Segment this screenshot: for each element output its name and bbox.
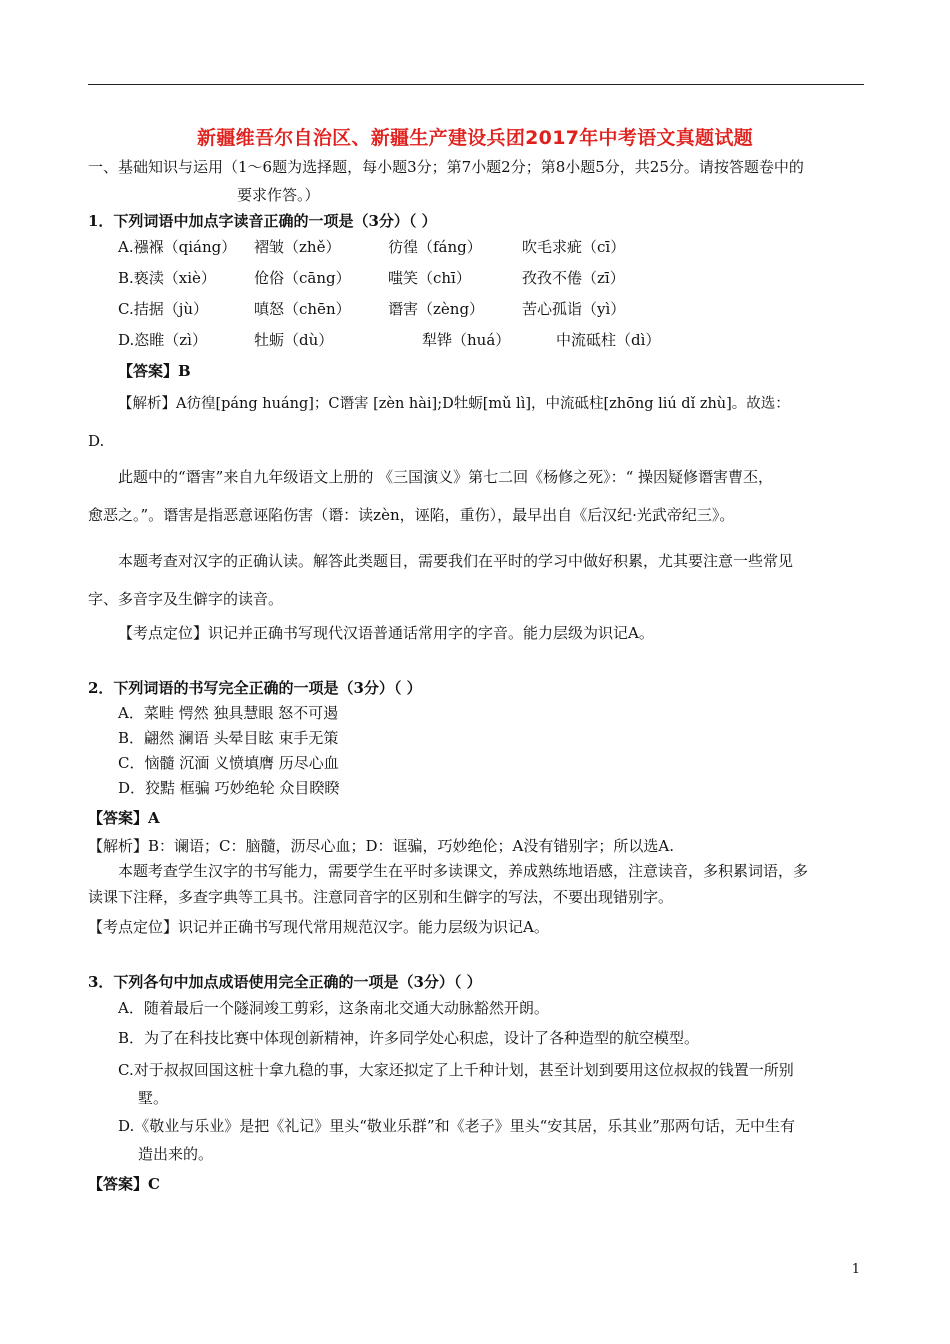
q3-option-c-cont: 墅。 (138, 1089, 169, 1107)
header-rule (88, 84, 864, 85)
q3-answer: 【答案】C (88, 1175, 160, 1193)
q1-option-c-4: 苦心孤诣（yì） (522, 300, 626, 318)
q2-analysis-cont2: 读课下注释，多查字典等工具书。注意同音字的区别和生僻字的写法，不要出现错别字。 (88, 888, 674, 906)
q1-option-d-2: 牡蛎（dù） (254, 331, 334, 349)
q1-option-c-3: 谮害（zèng） (388, 300, 485, 318)
q3-stem: 3．下列各句中加点成语使用完全正确的一项是（3分）（ ） (88, 973, 482, 991)
q1-answer: 【答案】B (118, 362, 191, 380)
section-heading: 一、基础知识与运用（1～6题为选择题，每小题3分；第7小题2分；第8小题5分，共25分。请按答题卷中的 (88, 158, 804, 176)
q2-option-b: B．翩然 澜语 头晕目眩 束手无策 (118, 729, 339, 747)
q1-option-a-4: 吹毛求疵（cī） (522, 238, 626, 256)
q1-option-b-2: 伧俗（cāng） (254, 269, 351, 287)
q1-option-b-3: 嗤笑（chī） (388, 269, 471, 287)
q3-option-d: D.《敬业与乐业》是把《礼记》里头“敬业乐群”和《老子》里头“安其居，乐其业”那两句话，无中生有 (118, 1117, 795, 1135)
q1-option-a-2: 褶皱（zhě） (254, 238, 341, 256)
q1-option-c-1: C.拮据（jù） (118, 300, 209, 318)
q1-paragraph-2: 本题考查对汉字的正确认读。解答此类题目，需要我们在平时的学习中做好积累，尤其要注意一些常见 (118, 552, 794, 570)
q2-stem: 2．下列词语的书写完全正确的一项是（3分）（ ） (88, 679, 422, 697)
q2-analysis-cont: 本题考查学生汉字的书写能力，需要学生在平时多读课文，养成熟练地语感，注意读音，多积累词语，多 (118, 862, 809, 880)
q2-option-d: D．狡黠 框骗 巧妙绝轮 众目睽睽 (118, 779, 340, 797)
q1-paragraph-2-cont: 字、多音字及生僻字的读音。 (88, 590, 284, 608)
q1-paragraph-1-cont: 愈恶之。”。谮害是指恶意诬陷伤害（谮：读zèn，诬陷，重伤），最早出自《后汉纪·光武帝纪三》。 (88, 506, 735, 524)
q2-analysis: 【解析】B：谰语；C：脑髓，沥尽心血；D：诓骗，巧妙绝伦；A没有错别字；所以选A. (88, 837, 674, 855)
q1-option-d-3: 犁铧（huá） (422, 331, 511, 349)
q3-option-b: B．为了在科技比赛中体现创新精神，许多同学处心积虑，设计了各种造型的航空模型。 (118, 1029, 700, 1047)
q1-stem: 1．下列词语中加点字读音正确的一项是（3分）（ ） (88, 212, 437, 230)
q1-option-b-1: B.亵渎（xiè） (118, 269, 216, 287)
q1-point: 【考点定位】识记并正确书写现代汉语普通话常用字的字音。能力层级为识记A。 (118, 624, 654, 642)
q3-option-c: C.对于叔叔回国这桩十拿九稳的事，大家还拟定了上千种计划，甚至计划到要用这位叔叔的钱置一所别 (118, 1061, 794, 1079)
q2-answer: 【答案】A (88, 809, 160, 827)
q1-option-b-4: 孜孜不倦（zī） (522, 269, 625, 287)
q2-point: 【考点定位】识记并正确书写现代常用规范汉字。能力层级为识记A。 (88, 918, 549, 936)
q3-option-a: A．随着最后一个隧洞竣工剪彩，这条南北交通大动脉豁然开朗。 (118, 999, 549, 1017)
q2-option-c: C．恼髓 沉湎 义愤填膺 历尽心血 (118, 754, 339, 772)
q1-option-c-2: 嗔怒（chēn） (254, 300, 351, 318)
section-heading-cont: 要求作答。） (237, 186, 320, 204)
q3-option-d-cont: 造出来的。 (138, 1145, 214, 1163)
q2-option-a: A．菜畦 愕然 独具慧眼 怒不可遏 (118, 704, 339, 722)
q1-option-a-1: A.襁褓（qiáng） (118, 238, 237, 256)
q1-analysis: 【解析】A彷徨[páng huáng]；C谮害 [zèn hài];D牡蛎[mǔ lì]，中流砥柱[zhōng liú dǐ zhù]。故选： (118, 396, 790, 412)
q1-option-d-4: 中流砥柱（dì） (556, 331, 661, 349)
document-title: 新疆维吾尔自治区、新疆生产建设兵团2017年中考语文真题试题 (197, 127, 753, 149)
q1-analysis-cont: D. (88, 432, 105, 450)
q1-option-d-1: D.恣睢（zì） (118, 331, 207, 349)
q1-option-a-3: 彷徨（fáng） (388, 238, 482, 256)
q1-paragraph-1: 此题中的“谮害”来自九年级语文上册的 《三国演义》第七二回《杨修之死》：“ 操因疑修谮害曹丕， (118, 468, 774, 486)
page-number: 1 (851, 1262, 860, 1277)
